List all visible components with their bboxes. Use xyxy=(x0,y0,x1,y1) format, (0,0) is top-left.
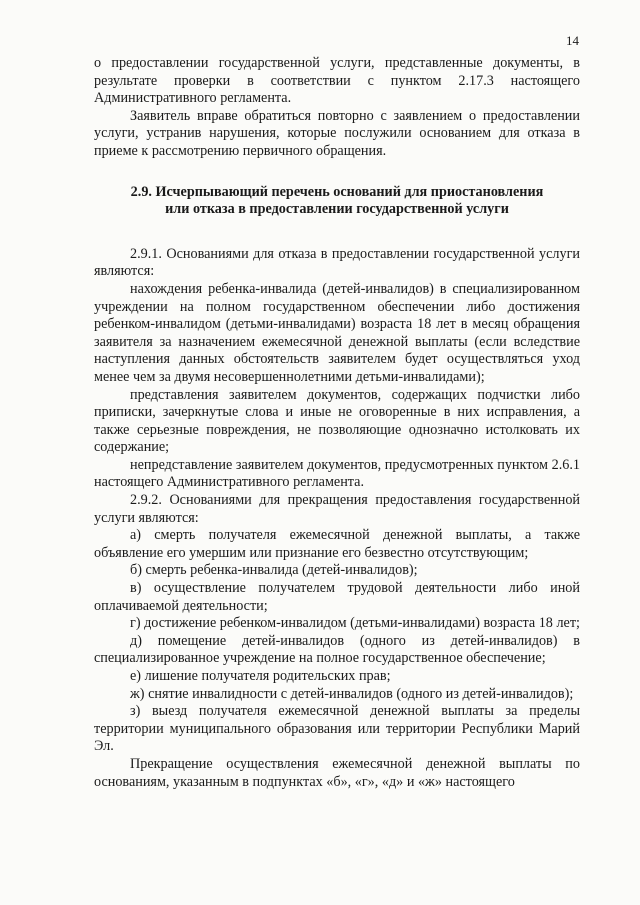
list-item-a: а) смерть получателя ежемесячной денежной выплаты, а также объявление его умершим или признание его безвестно отсутствующим; xyxy=(94,527,580,561)
paragraph-intro-2: Заявитель вправе обратиться повторно с заявлением о предоставлении услуги, устранив нарушения, которые послужили основанием для отказа в приеме к рассмотрению первичного обращения. xyxy=(94,107,580,159)
document-body xyxy=(94,55,580,791)
list-item-v: в) осуществление получателем трудовой деятельности либо иной оплачиваемой деятельности; xyxy=(94,580,580,614)
paragraph-refusal-ground-1: нахождения ребенка-инвалида (детей-инвалидов) в специализированном учреждении на полном государственном обеспечении либо достижения ребенком-инвалидом (детьми-инвалидами) возраста 18 лет в месяц обращения заявителя за назначением ежемесячной денежной выплаты (если вследствие наступления данных обстоятельств заявителем будет осуществляться уход менее чем за двумя несовершеннолетними детьми-инвалидами); xyxy=(94,280,580,385)
paragraph-intro-1: о предоставлении государственной услуги, представленные документы, в результате проверки в соответствии с пунктом 2.17.3 настоящего Административного регламента. xyxy=(94,55,580,107)
list-item-zh: ж) снятие инвалидности с детей-инвалидов (одного из детей-инвалидов); xyxy=(130,685,574,702)
list-item-d: д) помещение детей-инвалидов (одного из детей-инвалидов) в специализированное учреждение на полное государственное обеспечение; xyxy=(94,632,580,667)
paragraph-2-9-1: 2.9.1. Основаниями для отказа в предоставлении государственной услуги являются: xyxy=(94,245,580,280)
section-heading-line-2: или отказа в предоставлении государственной услуги xyxy=(165,201,509,218)
paragraph-refusal-ground-2: представления заявителем документов, содержащих подчистки либо приписки, зачеркнутые слова и иные не оговоренные в них исправления, а также серьезные повреждения, не позволяющие однозначно истолковать их содержание; xyxy=(94,386,580,456)
page-number: 14 xyxy=(566,33,579,48)
section-heading xyxy=(94,184,580,219)
paragraph-2-9-2: 2.9.2. Основаниями для прекращения предоставления государственной услуги являются: xyxy=(94,492,580,526)
section-heading-line-1: 2.9. Исчерпывающий перечень оснований для приостановления xyxy=(130,183,544,200)
list-item-b: б) смерть ребенка-инвалида (детей-инвалидов); xyxy=(130,562,418,579)
list-item-g: г) достижение ребенком-инвалидом (детьми-инвалидами) возраста 18 лет; xyxy=(130,615,580,632)
list-item-e: е) лишение получателя родительских прав; xyxy=(130,668,391,684)
list-item-z: з) выезд получателя ежемесячной денежной выплаты за пределы территории муниципального образования или территории Республики Марий Эл. xyxy=(94,703,580,755)
paragraph-termination: Прекращение осуществления ежемесячной денежной выплаты по основаниям, указанным в подпунктах «б», «г», «д» и «ж» настоящего xyxy=(94,755,580,790)
paragraph-refusal-ground-3: непредставление заявителем документов, предусмотренных пунктом 2.6.1 настоящего Административного регламента. xyxy=(94,456,580,491)
